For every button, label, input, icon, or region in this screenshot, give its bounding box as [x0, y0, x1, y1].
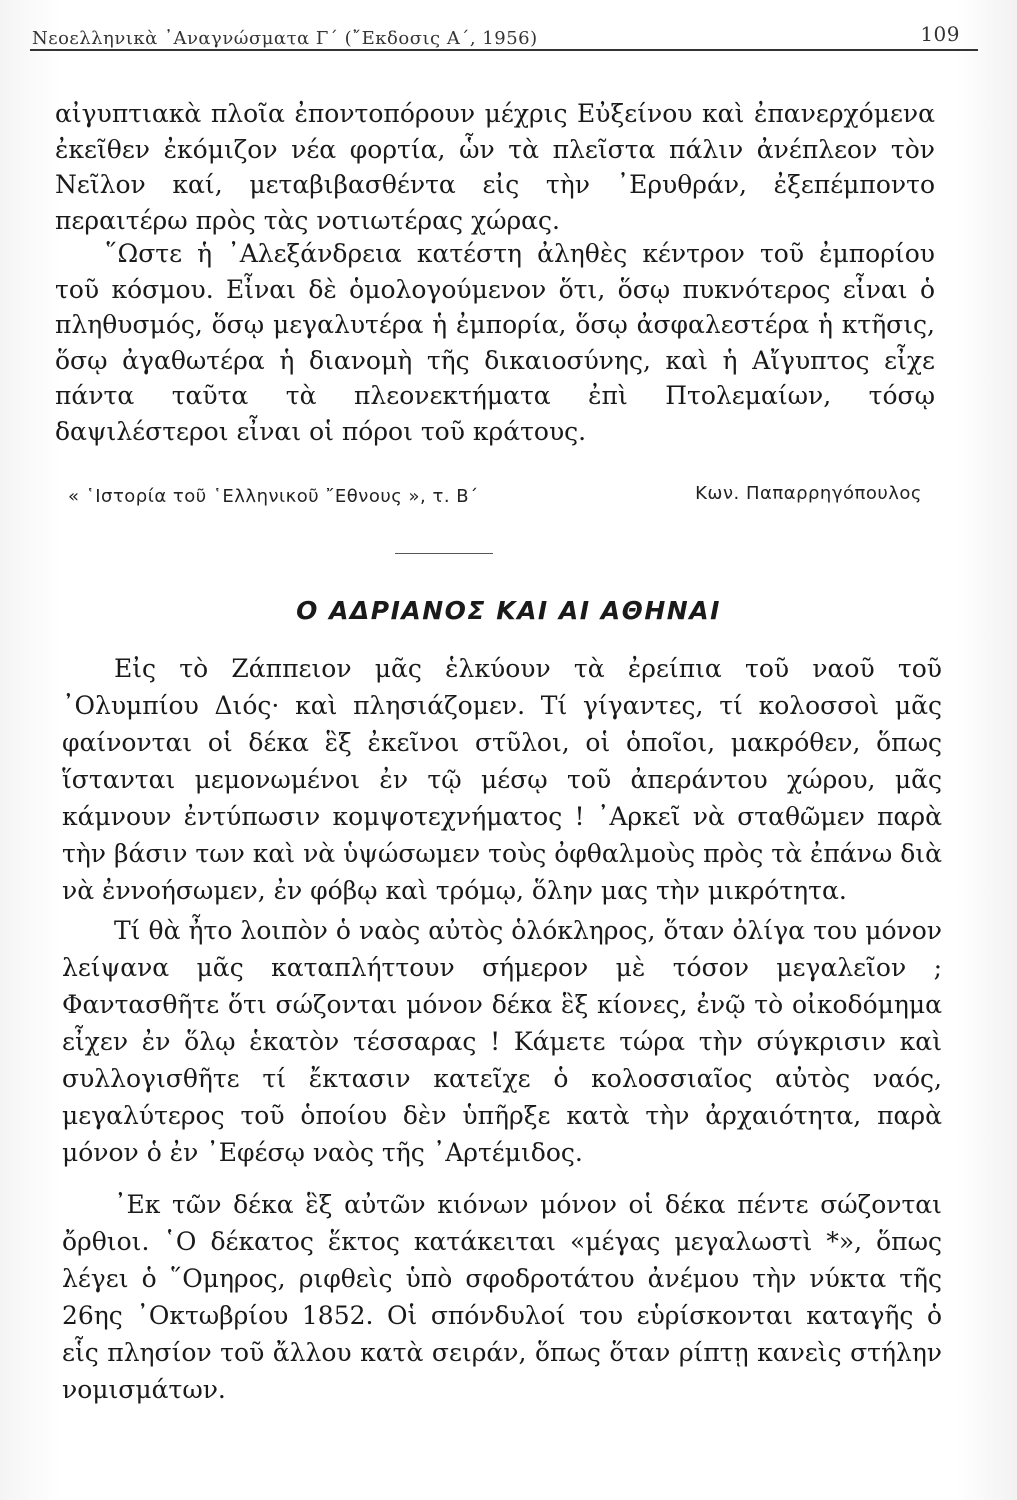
author-name: Κων. Παπαρρηγόπουλος — [695, 483, 922, 504]
section-paragraph-3: ᾿Εκ τῶν δέκα ἓξ αὐτῶν κιόνων μόνον οἱ δέκα πέντε σώζονται ὄρθιοι. ῾Ο δέκατος ἕκτος κατάκειται «μέγας μεγαλωστὶ *», ὅπως λέγει ὁ ῞Ομηρος, ριφθεὶς ὑπὸ σφοδροτάτου ἀνέμου τὴν νύκτα τῆς 26ης ᾿Οκτωβρίου 1852. Οἱ σπόνδυλοί του εὑρίσκονται καταγῆς ὁ εἷς πλησίον τοῦ ἄλλου κατὰ σειράν, ὅπως ὅταν ρίπτῃ κανεὶς στήλην νομισμάτων. — [62, 1190, 942, 1404]
source-citation: « ῾Ιστορία τοῦ ῾Ελληνικοῦ ῎Εθνους », τ. Β΄ — [68, 486, 479, 507]
section-title: Ο ΑΔΡΙΑΝΟΣ ΚΑΙ ΑΙ ΑΘΗΝΑΙ — [296, 596, 721, 625]
section-paragraph-1: Εἰς τὸ Ζάππειον μᾶς ἑλκύουν τὰ ἐρείπια τοῦ ναοῦ τοῦ ᾿Ολυμπίου Διός· καὶ πλησιάζομεν. Τί γίγαντες, τί κολοσσοὶ μᾶς φαίνονται οἱ δέκα ἓξ ἐκεῖνοι στῦλοι, οἱ ὁποῖοι, μακρόθεν, ὅπως ἵστανται μεμονωμένοι ἐν τῷ μέσῳ τοῦ ἀπεράντου χώρου, μᾶς κάμνουν ἐντύπωσιν κομψοτεχνήματος ! ᾿Αρκεῖ νὰ σταθῶμεν παρὰ τὴν βάσιν των καὶ νὰ ὑψώσωμεν τοὺς ὀφθαλμοὺς πρὸς τὰ ἐπάνω διὰ νὰ ἐννοήσωμεν, ἐν φόβῳ καὶ τρόμῳ, ὅλην μας τὴν μικρότητα. — [62, 654, 942, 905]
passage-paragraph-1: αἰγυπτιακὰ πλοῖα ἐποντοπόρουν μέχρις Εὐξείνου καὶ ἐπανερχόμενα ἐκεῖθεν ἐκόμιζον νέα φορτία, ὧν τὰ πλεῖστα πάλιν ἀνέπλεον τὸν Νεῖλον καί, μεταβιβασθέντα εἰς τὴν ᾿Ερυθράν, ἐξεπέμποντο περαιτέρω πρὸς τὰς νοτιωτέρας χώρας. — [55, 99, 935, 235]
section-separator — [395, 553, 493, 554]
section-paragraph-2: Τί θὰ ἦτο λοιπὸν ὁ ναὸς αὐτὸς ὁλόκληρος, ὅταν ὀλίγα του μόνον λείψανα μᾶς καταπλήττουν σήμερον μὲ τόσον μεγαλεῖον ; Φαντασθῆτε ὅτι σώζονται μόνον δέκα ἓξ κίονες, ἐνῷ τὸ οἰκοδόμημα εἶχεν ἐν ὅλῳ ἑκατὸν τέσσαρας ! Κάμετε τώρα τὴν σύγκρισιν καὶ συλλογισθῆτε τί ἔκτασιν κατεῖχε ὁ κολοσσιαῖος αὐτὸς ναός, μεγαλύτερος τοῦ ὁποίου δὲν ὑπῆρξε κατὰ τὴν ἀρχαιότητα, παρὰ μόνον ὁ ἐν ᾿Εφέσῳ ναὸς τῆς ᾿Αρτέμιδος. — [62, 916, 942, 1167]
header-rule — [30, 49, 978, 51]
running-head-title: Νεοελληνικὰ ᾿Αναγνώσματα Γ΄ (῎Εκδοσις Α΄, 1956) — [32, 28, 538, 49]
running-head — [32, 22, 960, 52]
page-number: 109 — [920, 22, 960, 46]
passage-paragraph-2: ῞Ωστε ἡ ᾿Αλεξάνδρεια κατέστη ἀληθὲς κέντρον τοῦ ἐμπορίου τοῦ κόσμου. Εἶναι δὲ ὁμολογούμενον ὅτι, ὅσῳ πυκνότερος εἶναι ὁ πληθυσμός, ὅσῳ μεγαλυτέρα ἡ ἐμπορία, ὅσῳ ἀσφαλεστέρα ἡ κτῆσις, ὅσῳ ἀγαθωτέρα ἡ διανομὴ τῆς δικαιοσύνης, καὶ ἡ Αἴγυπτος εἶχε πάντα ταῦτα τὰ πλεονεκτήματα ἐπὶ Πτολεμαίων, τόσῳ δαψιλέστεροι εἶναι οἱ πόροι τοῦ κράτους. — [55, 239, 935, 446]
